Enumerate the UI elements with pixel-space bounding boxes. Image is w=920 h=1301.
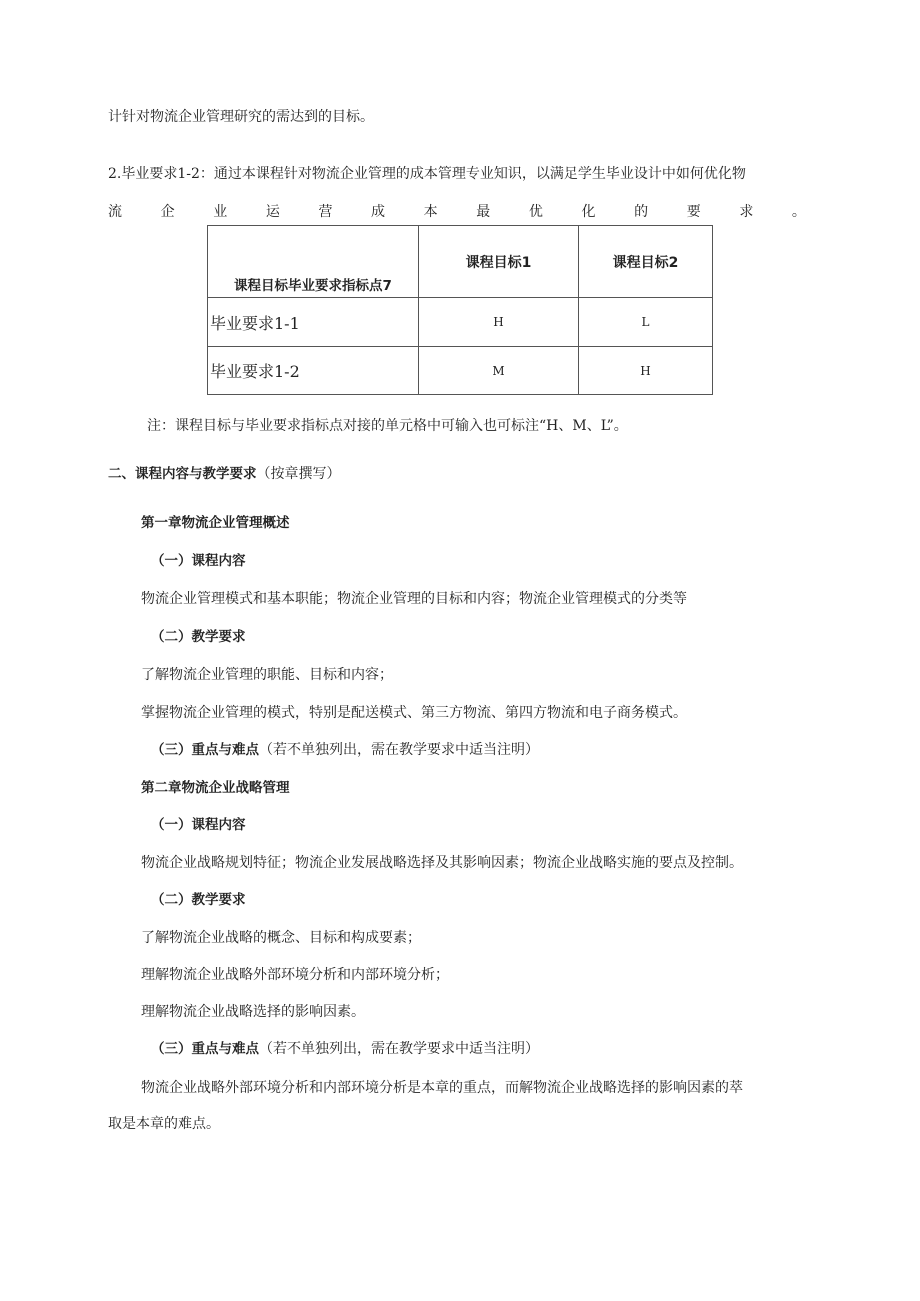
section-2-suffix: （按章撰写） [256,466,341,482]
chapter-1-subheading-requirements: （二）教学要求 [151,629,246,645]
chapter-1-requirement-1: 了解物流企业管理的职能、目标和内容； [141,667,393,683]
chapter-1-subheading-content: （一）课程内容 [151,553,246,569]
chapter-1-content: 物流企业管理模式和基本职能；物流企业管理的目标和内容；物流企业管理模式的分类等 [141,591,687,607]
requirement-2-line1: 2.毕业要求1-2：通过本课程针对物流企业管理的成本管理专业知识，以满足学生毕业设计中如何优化物 [108,166,746,182]
chapter-2-subheading-content: （一）课程内容 [151,817,246,833]
requirement-2-line2: 流 企 业 运 营 成 本 最 优 化 的 要 求 。 [108,204,806,220]
section-2-title: 二、课程内容与教学要求 [108,466,257,482]
table-cell: H [579,347,713,395]
table-cell: L [579,298,713,347]
chapter-1-title: 第一章物流企业管理概述 [141,515,290,531]
chapter-2-focus-line2: 取是本章的难点。 [108,1116,220,1132]
table-row [208,298,713,347]
intro-line: 计针对物流企业管理研究的需达到的目标。 [108,109,374,125]
table-row [208,347,713,395]
chapter-2-requirement-2: 理解物流企业战略外部环境分析和内部环境分析； [141,967,449,983]
chapter-1-subheading-focus: （三）重点与难点（若不单独列出，需在教学要求中适当注明） [151,742,539,758]
table-corner-header: 课程目标毕业要求指标点7 [208,226,419,298]
chapter-2-subheading-requirements: （二）教学要求 [151,892,246,908]
chapter-2-requirement-3: 理解物流企业战略选择的影响因素。 [141,1004,365,1020]
chapter-2-content: 物流企业战略规划特征；物流企业发展战略选择及其影响因素；物流企业战略实施的要点及控制。 [141,855,743,871]
table-header-objective-2: 课程目标2 [579,226,713,298]
chapter-2-focus-line1: 物流企业战略外部环境分析和内部环境分析是本章的重点，而解物流企业战略选择的影响因素的萃 [141,1080,743,1096]
section-2-heading [108,464,341,484]
chapter-2-requirement-1: 了解物流企业战略的概念、目标和构成要素； [141,930,421,946]
table-note: 注：课程目标与毕业要求指标点对接的单元格中可输入也可标注“H、M、L”。 [147,418,628,434]
objectives-requirements-table [207,225,713,395]
chapter-1-requirement-2: 掌握物流企业管理的模式，特别是配送模式、第三方物流、第四方物流和电子商务模式。 [141,705,687,721]
table-header-objective-1: 课程目标1 [419,226,579,298]
table-cell: H [419,298,579,347]
chapter-2-title: 第二章物流企业战略管理 [141,780,290,796]
table-cell: M [419,347,579,395]
row-label: 毕业要求1-1 [208,298,419,347]
chapter-2-subheading-focus: （三）重点与难点（若不单独列出，需在教学要求中适当注明） [151,1041,539,1057]
row-label: 毕业要求1-2 [208,347,419,395]
